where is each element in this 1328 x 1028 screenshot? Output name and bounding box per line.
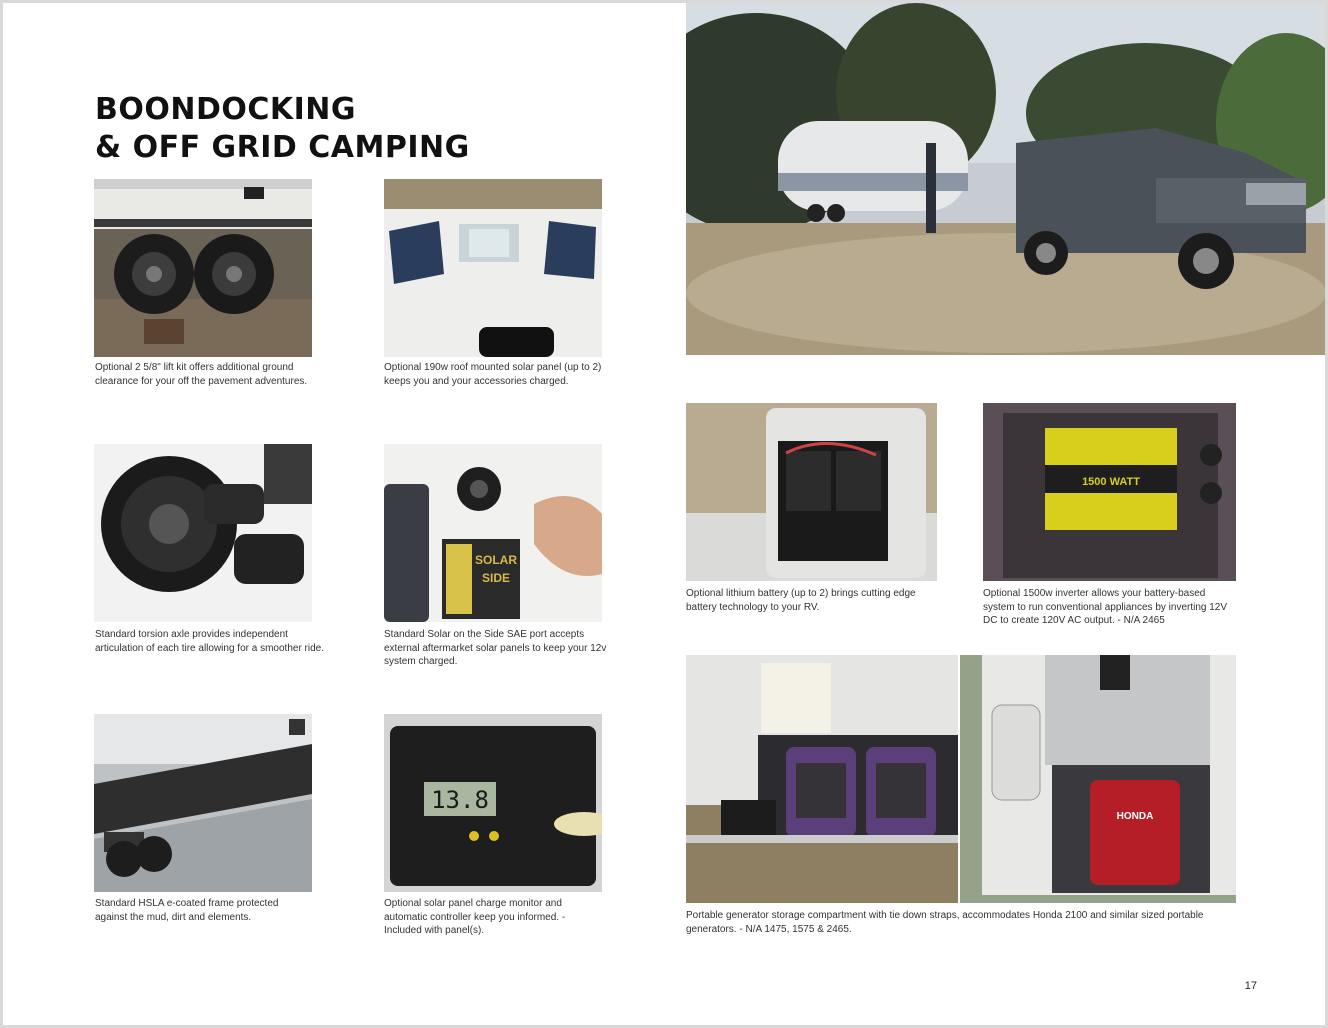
title-line-2: & OFF GRID CAMPING — [95, 130, 470, 165]
frame-photo — [94, 714, 312, 892]
generator-compartment-photo — [686, 655, 958, 903]
honda-brand-text: HONDA — [1116, 811, 1154, 822]
inverter-photo — [983, 403, 1236, 581]
solar-sticker-text: SOLAR — [475, 553, 517, 567]
caption-torsion-axle: Standard torsion axle provides independent articulation of each tire allowing for a smoother ride. — [95, 629, 325, 654]
caption-generator: Portable generator storage compartment with tie down straps, accommodates Honda 2100 and similar sized portable generators. - N/A 1475, 1575 & 2465. — [686, 910, 1204, 935]
caption-charge-monitor: Optional solar panel charge monitor and automatic controller keep you informed. -Included with panel(s). — [384, 898, 566, 936]
caption-frame: Standard HSLA e-coated frame protected against the mud, dirt and elements. — [95, 898, 279, 923]
lithium-battery-photo — [686, 403, 937, 581]
torsion-axle-photo — [94, 444, 312, 622]
charge-monitor-photo — [384, 714, 602, 892]
monitor-display-reading: 13.8 — [431, 786, 489, 814]
brochure-page — [3, 3, 1325, 1025]
caption-lift-kit: Optional 2 5/8" lift kit offers additional ground clearance for your off the pavement adventures. — [95, 362, 308, 387]
title-line-1: BOONDOCKING — [95, 92, 357, 127]
honda-generator-photo — [960, 655, 1236, 903]
page-number: 17 — [1244, 980, 1257, 992]
truck-trailer-photo — [686, 3, 1325, 355]
side-sticker-text: SIDE — [481, 571, 511, 585]
caption-lithium: Optional lithium battery (up to 2) brings cutting edge battery technology to your RV. — [686, 588, 916, 613]
caption-solar-side: Standard Solar on the Side SAE port accepts external aftermarket solar panels to keep your 12v system charged. — [384, 629, 607, 667]
solar-side-photo — [384, 444, 602, 622]
inverter-label-text: 1500 WATT — [1082, 476, 1140, 488]
page-title — [95, 91, 470, 167]
solar-panel-photo — [384, 179, 602, 357]
lift-kit-photo — [94, 179, 312, 357]
caption-inverter: Optional 1500w inverter allows your battery-based system to run conventional appliances by inverting 12V DC to create 120V AC output. - N/A 2465 — [983, 588, 1228, 626]
caption-solar-panel: Optional 190w roof mounted solar panel (up to 2) keeps you and your accessories charged. — [384, 362, 602, 387]
